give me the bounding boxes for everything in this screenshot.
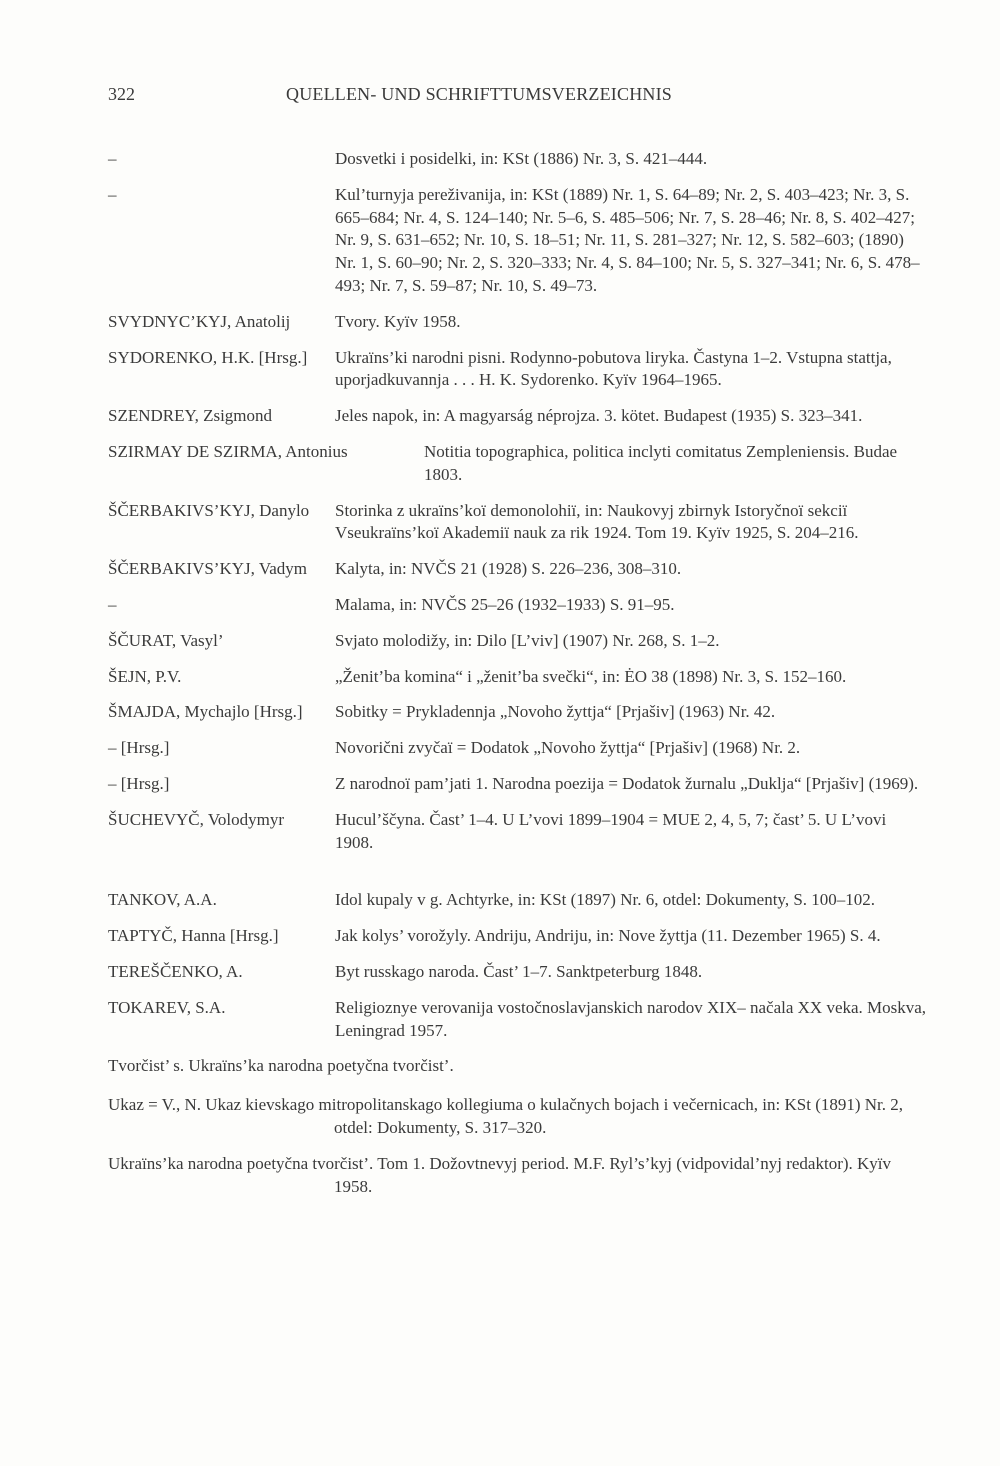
entry-text: Svjato molodižy, in: Dilo [L’viv] (1907) Nr. 268, S. 1–2. <box>335 630 720 650</box>
entry-author: TANKOV, A.A. <box>108 890 217 910</box>
bibliography-entry <box>108 558 928 581</box>
bibliography-entry <box>108 630 928 653</box>
bibliography-entry <box>108 666 928 689</box>
entry-text: Tvory. Kyïv 1958. <box>335 311 461 331</box>
bibliography-entry <box>108 311 928 334</box>
bibliography-entry <box>108 997 928 1043</box>
entry-author: TAPTYČ, Hanna [Hrsg.] <box>108 926 279 946</box>
bibliography-entry <box>108 809 928 855</box>
entry-text: Religioznye verovanija vostočnoslavjanskich narodov XIX– načala XX veka. Moskva, Leningrad 1957. <box>335 997 927 1040</box>
entry-author: ŠEJN, P.V. <box>108 666 182 686</box>
bibliography-entry <box>108 773 928 796</box>
entry-text: Kul’turnyja pereživanija, in: KSt (1889) Nr. 1, S. 64–89; Nr. 2, S. 403–423; Nr. 3, S. 665–684; Nr. 4, S. 124–140; Nr. 5–6, S. 485–506; Nr. 7, S. 28–46; Nr. 8, S. 402–427; Nr. 9, S. 631–652; Nr. 10, S. 18–51; Nr. 11, S. 281–327; Nr. 12, S. 582–603; (1890) Nr. 1, S. 60–90; Nr. 2, S. 320–333; Nr. 4, S. 84–100; Nr. 5, S. 327–341; Nr. 6, S. 478–493; Nr. 7, S. 59–87; Nr. 10, S. 49–73. <box>335 184 920 295</box>
entry-text: Storinka z ukraïns’koï demonolohiï, in: Naukovyj zbirnyk Istoryčnoï sekciï Vseukraïns’koï Akademiï nauk za rik 1924. Tom 19. Kyïv 1925, S. 204–216. <box>335 500 859 543</box>
entry-text: Ukraïns’ki narodni pisni. Rodynno-pobutova liryka. Častyna 1–2. Vstupna stattja, uporjadkuvannja . . . H. K. Sydorenko. Kyïv 1964–1965. <box>335 347 892 390</box>
entry-author: – <box>108 594 117 614</box>
entry-text: Idol kupaly v g. Achtyrke, in: KSt (1897) Nr. 6, otdel: Dokumenty, S. 100–102. <box>335 890 876 910</box>
bibliography-list <box>108 148 928 1211</box>
entry-text: Jeles napok, in: A magyarság néprojza. 3. kötet. Budapest (1935) S. 323–341. <box>335 406 863 426</box>
bibliography-entry <box>108 500 928 546</box>
entry-text: Jak kolys’ vorožyly. Andriju, Andriju, in: Nove žyttja (11. Dezember 1965) S. 4. <box>335 926 881 946</box>
entry-text: Dosvetki i posidelki, in: KSt (1886) Nr. 3, S. 421–444. <box>335 149 708 168</box>
entry-author: SYDORENKO, H.K. [Hrsg.] <box>108 347 308 367</box>
entry-text: Malama, in: NVČS 25–26 (1932–1933) S. 91–95. <box>335 594 675 614</box>
bibliography-entry <box>108 594 928 617</box>
entry-author: SZENDREY, Zsigmond <box>108 406 273 426</box>
entry-author: ŠUCHEVYČ, Volodymyr <box>108 809 285 829</box>
entry-text: Byt russkago naroda. Čast’ 1–7. Sanktpeterburg 1848. <box>335 961 703 981</box>
entry-author: ŠČERBAKIVS’KYJ, Vadym <box>108 559 307 579</box>
entry-author: – <box>108 149 117 168</box>
entry-text: Kalyta, in: NVČS 21 (1928) S. 226–236, 308–310. <box>335 559 682 579</box>
bibliography-entry <box>108 961 928 984</box>
bibliography-entry <box>108 701 928 724</box>
entry-author: TEREŠČENKO, A. <box>108 961 243 981</box>
entry-author: SZIRMAY DE SZIRMA, Antonius <box>108 441 348 461</box>
note-text: Ukraïns’ka narodna poetyčna tvorčist’. Tom 1. Dožovtnevyj period. M.F. Ryl’s’kyj (vidpovidal’nyj redaktor). Kyïv 1958. <box>108 1153 892 1196</box>
note-entry <box>108 1055 928 1078</box>
entry-author: ŠČURAT, Vasyl’ <box>108 630 224 650</box>
entry-text: „Ženit’ba komina“ i „ženit’ba svečki“, in: ĖO 38 (1898) Nr. 3, S. 152–160. <box>335 666 847 686</box>
entry-text: Sobitky = Prykladennja „Novoho žyttja“ [Prjašiv] (1963) Nr. 42. <box>335 702 776 722</box>
section-gap <box>108 867 928 889</box>
page-number: 322 <box>108 84 135 104</box>
entry-author: – [Hrsg.] <box>108 773 170 793</box>
entry-author: ŠČERBAKIVS’KYJ, Danylo <box>108 500 310 520</box>
entry-text: Z narodnoï pam’jati 1. Narodna poezija = Dodatok žurnalu „Duklja“ [Prjašiv] (1969). <box>335 773 919 793</box>
bibliography-entry <box>108 347 928 393</box>
bibliography-entry <box>108 925 928 948</box>
note-text: Ukaz = V., N. Ukaz kievskago mitropolitanskago kollegiuma o kulačnych bojach i večernicach, in: KSt (1891) Nr. 2, otdel: Dokumenty, S. 317–320. <box>108 1095 904 1137</box>
note-text: Tvorčist’ s. Ukraïns’ka narodna poetyčna tvorčist’. <box>108 1056 454 1076</box>
note-entry <box>108 1094 928 1140</box>
entry-author: SVYDNYC’KYJ, Anatolij <box>108 311 291 331</box>
entry-text: Hucul’ščyna. Čast’ 1–4. U L’vovi 1899–1904 = MUE 2, 4, 5, 7; čast’ 5. U L’vovi 1908. <box>335 809 887 852</box>
bibliography-entry <box>108 889 928 912</box>
entry-author: ŠMAJDA, Mychajlo [Hrsg.] <box>108 702 303 722</box>
note-entry <box>108 1153 928 1199</box>
bibliography-entry <box>108 148 928 171</box>
bibliography-entry <box>108 441 928 487</box>
bibliography-entry <box>108 405 928 428</box>
entry-text: Novorični zvyčaï = Dodatok „Novoho žyttja“ [Prjašiv] (1968) Nr. 2. <box>335 738 801 758</box>
entry-author: – <box>108 184 117 204</box>
running-title: QUELLEN- UND SCHRIFTTUMSVERZEICHNIS <box>286 84 672 104</box>
bibliography-entry <box>108 737 928 760</box>
entry-author: TOKAREV, S.A. <box>108 997 226 1017</box>
entry-author: – [Hrsg.] <box>108 738 170 758</box>
entry-text: Notitia topographica, politica inclyti comitatus Zempleniensis. Budae 1803. <box>424 441 898 484</box>
bibliography-entry <box>108 184 928 298</box>
